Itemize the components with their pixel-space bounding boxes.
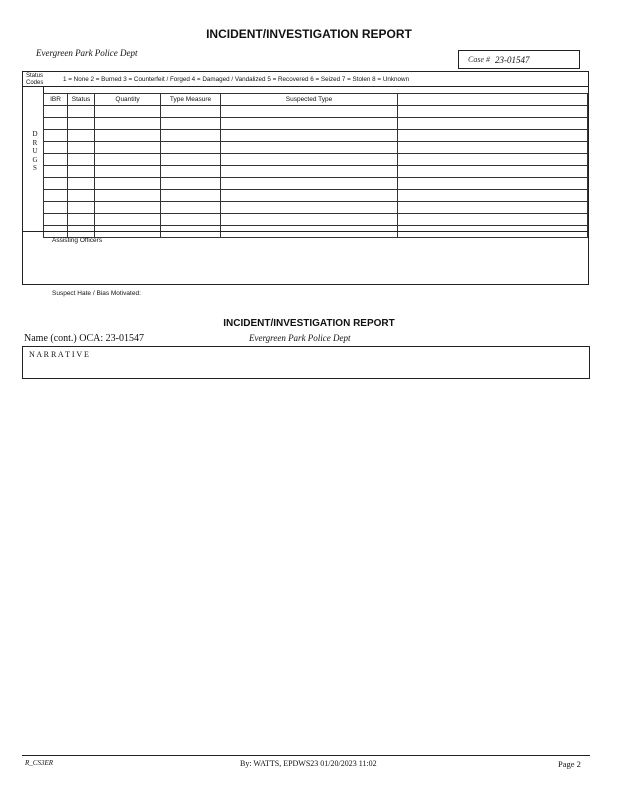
table-row: [44, 130, 588, 142]
table-row: [44, 214, 588, 226]
table-cell: [95, 178, 161, 190]
table-cell: [68, 154, 95, 166]
table-cell: [221, 130, 398, 142]
table-cell: [68, 118, 95, 130]
table-cell: [68, 166, 95, 178]
table-cell: [398, 190, 588, 202]
table-cell: [398, 118, 588, 130]
table-row: [44, 142, 588, 154]
table-cell: [44, 166, 68, 178]
table-cell: [44, 190, 68, 202]
table-cell: [221, 190, 398, 202]
table-cell: [398, 154, 588, 166]
table-cell: [68, 130, 95, 142]
narrative-box: [22, 346, 590, 379]
narrative-label: N A R R A T I V E: [29, 350, 89, 359]
report-title: INCIDENT/INVESTIGATION REPORT: [206, 27, 412, 41]
case-number-box: [458, 50, 580, 69]
table-cell: [68, 190, 95, 202]
report-title-2: INCIDENT/INVESTIGATION REPORT: [223, 318, 395, 329]
form-id: R_CS3ER: [25, 759, 53, 767]
table-cell: [398, 202, 588, 214]
table-cell: [161, 130, 221, 142]
table-cell: [161, 106, 221, 118]
col-ibr: IBR: [44, 94, 68, 106]
table-row: [44, 106, 588, 118]
table-cell: [398, 178, 588, 190]
table-cell: [161, 178, 221, 190]
table-row: [44, 190, 588, 202]
table-cell: [95, 142, 161, 154]
footer-divider: [22, 755, 590, 756]
agency-name-2: Evergreen Park Police Dept: [249, 333, 351, 343]
table-cell: [161, 166, 221, 178]
table-cell: [44, 202, 68, 214]
table-cell: [95, 130, 161, 142]
table-cell: [68, 106, 95, 118]
table-cell: [398, 130, 588, 142]
suspect-hate-bias-label: Suspect Hate / Bias Motivated:: [52, 290, 141, 297]
assisting-officers-label: Assisting Officers: [52, 237, 103, 244]
table-cell: [95, 190, 161, 202]
table-row: [44, 154, 588, 166]
table-cell: [221, 118, 398, 130]
table-cell: [95, 118, 161, 130]
col-status: Status: [68, 94, 95, 106]
table-cell: [398, 166, 588, 178]
table-cell: [44, 142, 68, 154]
status-codes-legend: 1 = None 2 = Burned 3 = Counterfeit / Forged 4 = Damaged / Vandalized 5 = Recovered 6 = Seized 7 = Stolen 8 = Unknown: [63, 76, 410, 83]
drugs-table: [43, 93, 588, 238]
name-oca-line: Name (cont.) OCA: 23-01547: [24, 333, 144, 344]
table-cell: [221, 214, 398, 226]
case-number: 23-01547: [495, 55, 530, 65]
printed-by: By: WATTS, EPDWS23 01/20/2023 11:02: [240, 759, 377, 768]
table-cell: [221, 202, 398, 214]
table-cell: [221, 142, 398, 154]
col-quantity: Quantity: [95, 94, 161, 106]
table-cell: [68, 142, 95, 154]
col-suspected-type: Suspected Type: [221, 94, 398, 106]
table-cell: [398, 214, 588, 226]
case-label: Case #: [468, 55, 490, 64]
col-extra: [398, 94, 588, 106]
table-cell: [221, 106, 398, 118]
drugs-side-label: D R U G S: [32, 130, 38, 172]
table-cell: [161, 154, 221, 166]
table-row: [44, 118, 588, 130]
table-cell: [221, 178, 398, 190]
table-row: [44, 166, 588, 178]
table-cell: [95, 166, 161, 178]
table-cell: [161, 202, 221, 214]
table-cell: [398, 142, 588, 154]
table-cell: [44, 130, 68, 142]
table-cell: [68, 178, 95, 190]
table-cell: [161, 214, 221, 226]
table-cell: [44, 178, 68, 190]
table-cell: [95, 154, 161, 166]
table-cell: [44, 118, 68, 130]
table-cell: [95, 202, 161, 214]
table-cell: [68, 202, 95, 214]
table-cell: [221, 154, 398, 166]
table-cell: [95, 214, 161, 226]
table-cell: [44, 214, 68, 226]
table-row: [44, 178, 588, 190]
table-cell: [161, 142, 221, 154]
divider: [22, 231, 589, 232]
table-cell: [95, 106, 161, 118]
table-cell: [44, 106, 68, 118]
table-cell: [221, 166, 398, 178]
page-number: Page 2: [558, 759, 581, 769]
col-type-measure: Type Measure: [161, 94, 221, 106]
table-cell: [161, 190, 221, 202]
agency-name: Evergreen Park Police Dept: [36, 48, 138, 58]
table-cell: [161, 118, 221, 130]
table-row: [44, 202, 588, 214]
table-cell: [44, 154, 68, 166]
table-cell: [398, 106, 588, 118]
table-header-row: [44, 94, 588, 106]
divider: [22, 86, 589, 87]
table-cell: [68, 214, 95, 226]
status-codes-label: Status Codes: [26, 73, 44, 86]
